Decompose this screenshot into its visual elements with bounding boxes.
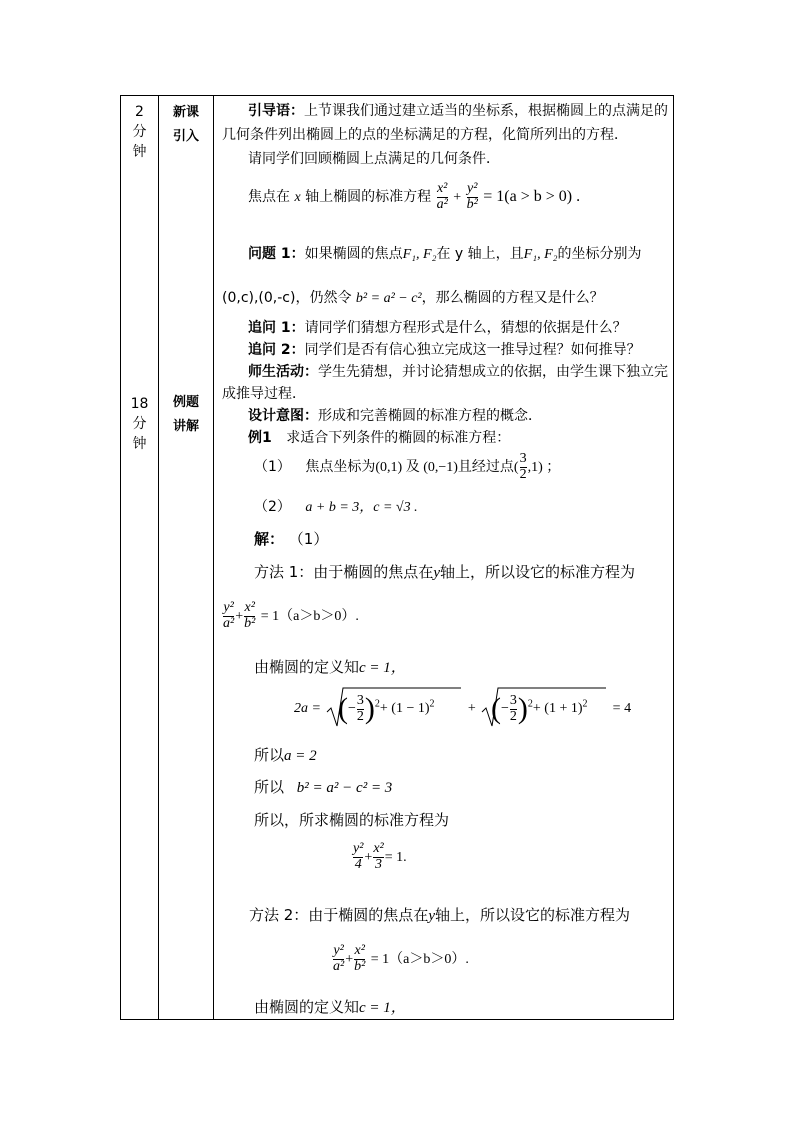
paren: ( [513,460,519,476]
math-rhs: = 4 [612,701,632,716]
lead-text: 上节课我们通过建立适当的坐标系，根据椭圆上的点满足的 [304,103,668,119]
math-term: + (1 − 1) [379,701,430,717]
numerator: x² [244,600,255,615]
follow-up-label: 追问 1： [248,320,305,336]
so-b-line [254,776,392,797]
denominator: b² [354,958,366,974]
calc-equation [294,686,631,730]
equation-tail: = 1. [384,850,407,866]
equation-tail: = 1（a＞b＞0）. [370,952,469,968]
denominator: 2 [356,708,364,724]
numerator: 3 [356,692,364,708]
recall-text: 请同学们回顾椭圆上点满足的几何条件． [248,151,500,167]
text: ,1) ； [527,460,561,476]
numerator: x² [436,181,448,196]
time-unit: 钟 [132,144,147,160]
operator: + [453,190,462,206]
condition-number: （1） [254,459,291,476]
fraction [437,182,448,212]
so-equation-line [254,809,449,830]
operator: − [348,701,356,717]
fraction [244,601,255,631]
time-cell-example [121,394,158,454]
fraction [354,944,365,974]
fraction [510,694,517,724]
method-2-line [249,904,630,925]
design-intent [248,405,542,425]
solution-line [254,528,328,549]
section-label: 引入 [172,129,199,144]
activity-label: 师生活动： [248,364,318,380]
text: 在 y 轴上，且 [436,246,524,262]
time-cell-intro [121,102,158,162]
follow-up-label: 追问 2： [248,342,305,358]
follow-up-2 [248,339,641,359]
lead-line-2 [222,124,628,144]
fraction [373,842,383,872]
text: 且经过点 [457,459,514,476]
column-divider [158,96,159,1019]
text: (0,c),(0,-c)，仍然令 [222,290,352,306]
example-heading [248,427,510,447]
denominator: a² [436,196,448,212]
text: 方法 1：由于椭圆的焦点在 [254,563,434,581]
exponent: 2 [527,698,533,710]
section-label: 新课 [172,105,199,120]
design-label: 设计意图： [248,408,318,424]
section-cell-example [159,391,213,439]
numerator: 3 [509,692,517,708]
numerator: y² [333,943,344,958]
text: 由椭圆的定义知 [254,658,360,676]
text: 的坐标分别为 [557,246,642,262]
text: 方法 2：由于椭圆的焦点在 [249,906,429,924]
text: 所以，所求椭圆的标准方程为 [254,811,450,829]
numerator: 3 [519,451,527,466]
operator: − [501,701,509,717]
math-equation: c = 1， [359,660,406,676]
text: 轴上，所以设它的标准方程为 [435,906,631,924]
paren: ( [491,692,501,725]
time-unit: 分 [132,416,147,432]
math-var: F₁, F₂ [523,247,558,262]
text: 所以 [254,778,285,796]
text: 焦点在 [248,189,290,206]
text: 焦点坐标为 [305,459,376,476]
exponent: 2 [582,698,588,710]
text: 成推导过程． [222,386,306,402]
time-number: 18 [130,396,149,412]
method-2-equation [332,944,469,974]
numerator: y² [466,181,478,196]
text: 请同学们猜想方程形式是什么，猜想的依据是什么？ [304,320,627,336]
math-equation: b² = a² − c² [355,291,422,306]
math-points: (0,1) 及 (0,−1) [375,460,458,476]
math-equation: a = 2 [284,748,317,764]
equation-tail: = 1（a＞b＞0）. [260,609,359,625]
text: （1） [288,530,329,548]
denominator: 4 [354,856,362,872]
time-number: 2 [135,104,144,120]
numerator: x² [373,841,384,856]
recall-line [248,148,500,168]
activity-line-2 [222,383,306,403]
text: 如果椭圆的焦点 [304,246,403,262]
fraction [357,694,364,724]
math-equation: b² = a² − c² = 3 [296,780,393,796]
numerator: y² [353,841,364,856]
fraction [520,452,527,482]
operator: + [467,701,476,716]
math-var: y [433,565,440,581]
definition-1 [254,656,406,677]
fraction [467,182,478,212]
text: 求适合下列条件的椭圆的标准方程： [286,430,511,446]
section-label: 讲解 [172,419,199,434]
lead-label: 引导语： [248,103,304,119]
lead-text: 几何条件列出椭圆上的点的坐标满足的方程，化简所列出的方程． [222,127,628,143]
paren: ( [338,692,348,725]
denominator: 2 [509,708,517,724]
denominator: a² [223,615,235,631]
paren: ) [364,692,375,725]
text: 所以 [254,746,285,764]
text: 学生先猜想，并讨论猜想成立的依据，由学生课下独立完 [318,364,668,380]
operator: + [235,609,244,625]
example-condition-1 [254,452,560,482]
activity-line-1 [248,361,668,381]
focus-x-line [248,182,580,212]
paren: ) [517,692,528,725]
follow-up-1 [248,317,627,337]
text: 同学们是否有信心独立完成这一推导过程？如何推导？ [304,342,641,358]
solution-label: 解： [254,530,285,548]
denominator: 2 [519,466,527,482]
time-unit: 分 [132,124,147,140]
math-var: F₁, F₂ [402,247,437,262]
method-1-line [254,561,635,582]
final-equation [352,842,407,872]
text: 由椭圆的定义知 [254,998,360,1016]
question-1-line-1 [248,243,642,263]
lead-line-1 [248,100,668,120]
denominator: 3 [375,856,383,872]
math-term: + (1 + 1) [532,701,583,717]
definition-2 [254,996,406,1017]
fraction [333,944,344,974]
question-1-line-2 [222,287,604,307]
numerator: x² [354,943,365,958]
math-equation: a + b = 3，c = √3 . [305,500,418,515]
section-label: 例题 [172,395,199,410]
so-a-line [254,744,317,765]
text: 轴上椭圆的标准方程 [305,189,432,206]
condition-number: （2） [254,499,291,515]
numerator: y² [223,600,234,615]
math-var: y [428,908,435,924]
text: 轴上，所以设它的标准方程为 [440,563,636,581]
fraction [223,601,234,631]
math-lhs: 2a = [294,701,321,716]
example-label: 例1 [248,430,272,446]
text: ，那么椭圆的方程又是什么？ [421,290,604,306]
denominator: a² [333,958,345,974]
section-cell-intro [159,101,213,149]
math-equation: c = 1， [359,1000,406,1016]
operator: + [364,850,373,866]
equation-tail: = 1(a > b > 0) . [483,188,581,206]
example-condition-2 [254,496,418,516]
math-var: x [294,190,301,206]
content-column [214,96,673,1019]
denominator: b² [466,196,478,212]
text: 形成和完善椭圆的标准方程的概念． [318,408,542,424]
denominator: b² [244,615,256,631]
lesson-table [120,95,674,1020]
exponent: 2 [374,698,380,710]
exponent: 2 [429,698,435,710]
time-unit: 钟 [132,436,147,452]
method-1-equation [222,601,359,631]
sqrt-content-2 [491,692,588,726]
operator: + [345,952,354,968]
question-label: 问题 1： [248,246,305,262]
fraction [353,842,363,872]
sqrt-content-1 [338,692,435,726]
